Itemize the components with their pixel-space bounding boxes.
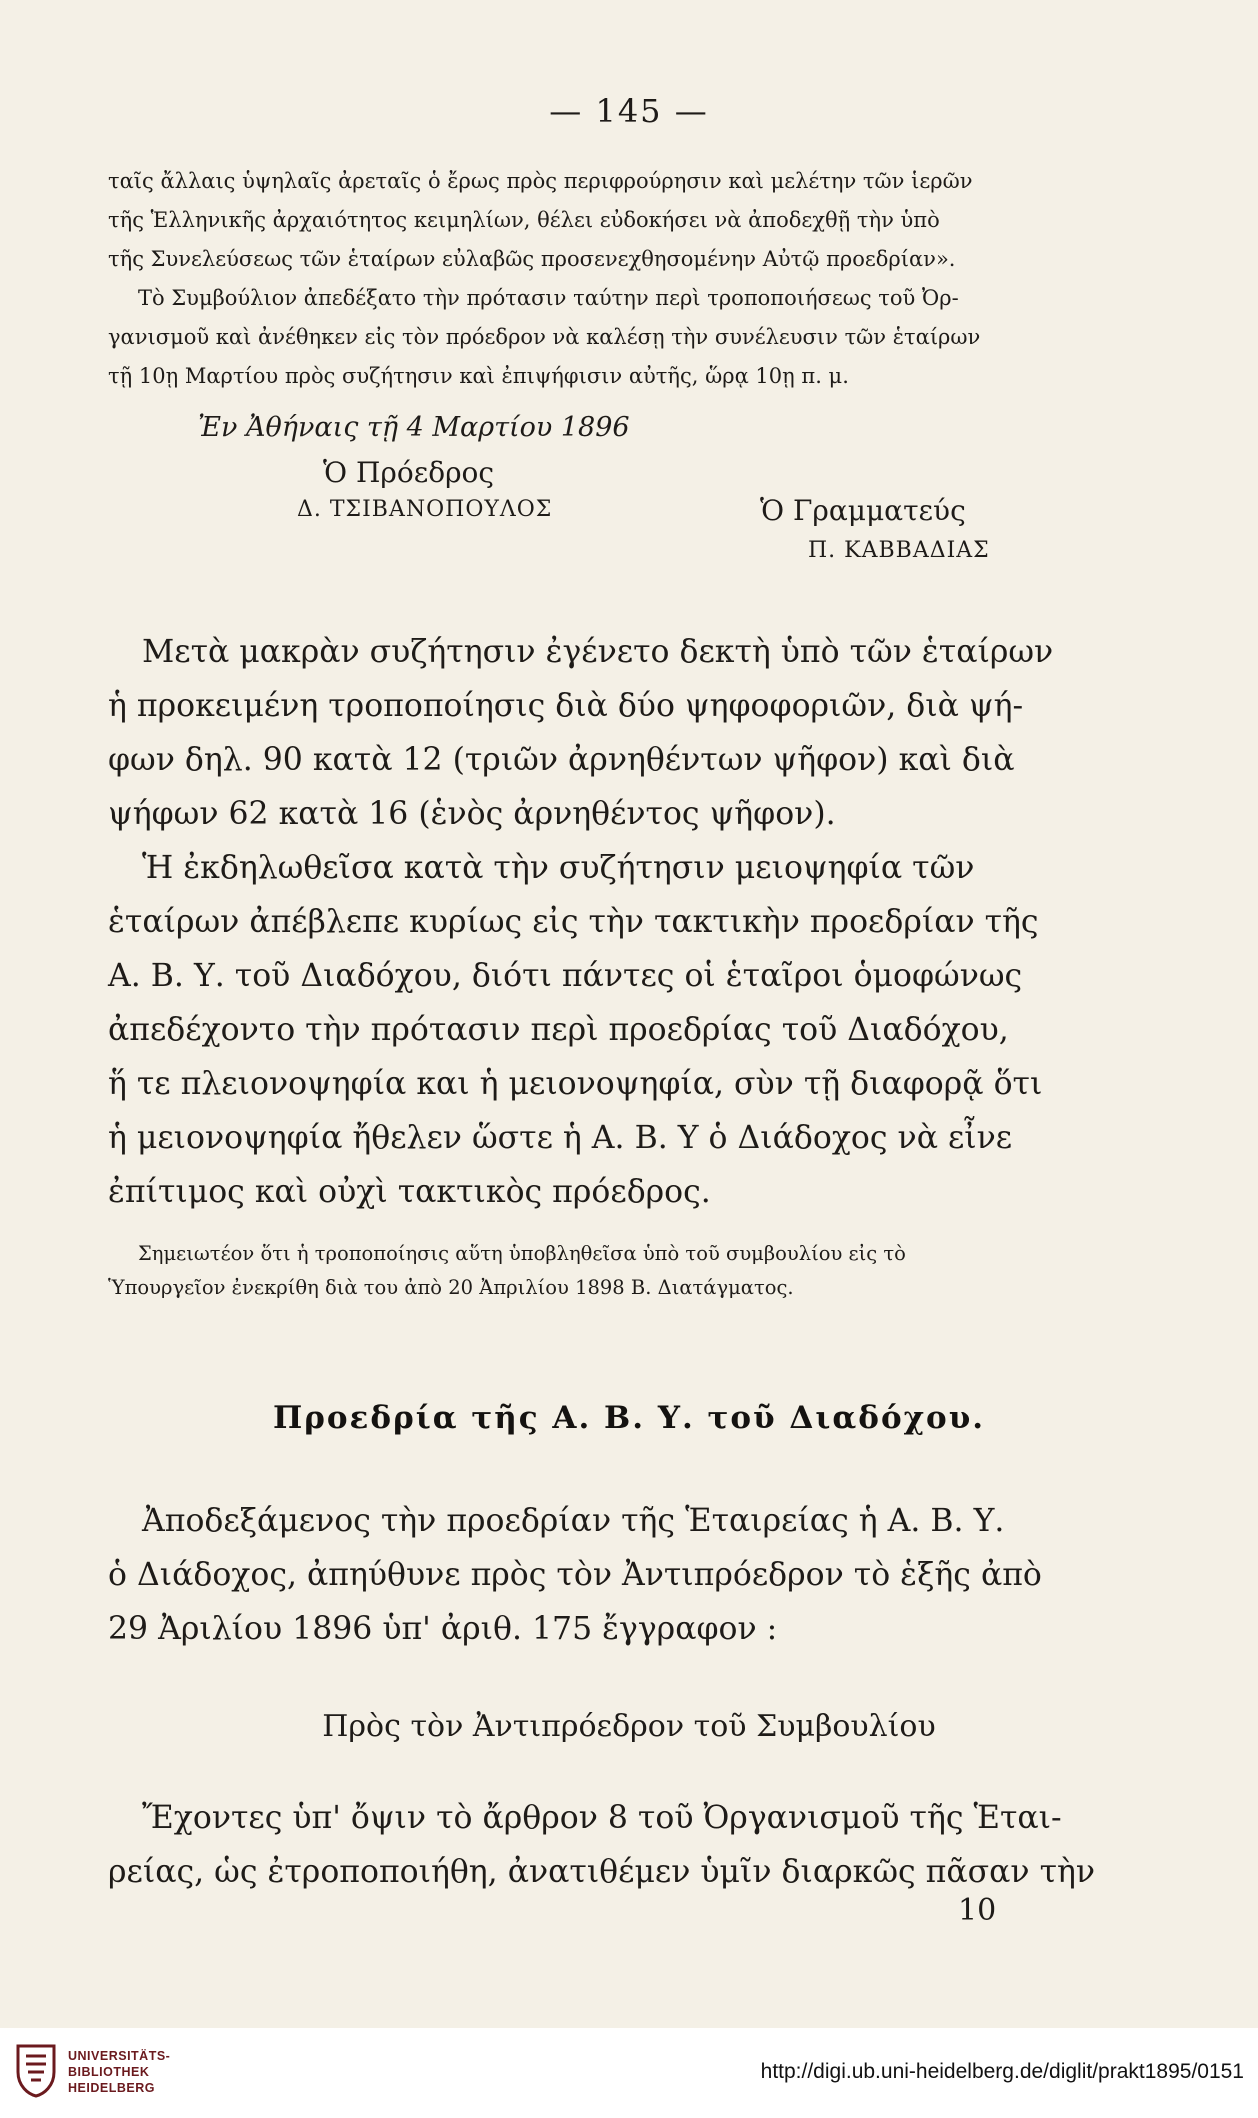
text-line: γανισμοῦ καὶ ἀνέθηκεν εἰς τὸν πρόεδρον νὰ καλέσῃ τὴν συνέλευσιν τῶν ἑταίρων bbox=[108, 325, 981, 349]
text-line: φων δηλ. 90 κατὰ 12 (τριῶν ἀρνηθέντων ψῆφον) καὶ διὰ bbox=[108, 742, 1015, 778]
text-line: ἡ προκειμένη τροποποίησις διὰ δύο ψηφοφοριῶν, διὰ ψή- bbox=[108, 688, 1024, 724]
text-line: ὁ Διάδοχος, ἀπηύθυνε πρὸς τὸν Ἀντιπρόεδρον τὸ ἑξῆς ἀπὸ bbox=[108, 1557, 1042, 1593]
text-line: Ὑπουργεῖον ἐνεκρίθη διὰ του ἀπὸ 20 Ἀπριλίου 1898 Β. Διατάγματος. bbox=[108, 1276, 794, 1299]
letter-address: Πρὸς τὸν Ἀντιπρόεδρον τοῦ Συμβουλίου bbox=[322, 1709, 936, 1744]
section-heading: Προεδρία τῆς Α. Β. Υ. τοῦ Διαδόχου. bbox=[272, 1400, 986, 1436]
text-line: τῆς Ἑλληνικῆς ἀρχαιότητος κειμηλίων, θέλει εὐδοκήσει νὰ ἀποδεχθῇ τὴν ὑπὸ bbox=[108, 208, 940, 232]
text-line: Μετὰ μακρὰν συζήτησιν ἐγένετο δεκτὴ ὑπὸ τῶν ἑταίρων bbox=[142, 634, 1054, 670]
text-line: ἐπίτιμος καὶ οὐχὶ τακτικὸς πρόεδρος. bbox=[108, 1174, 711, 1210]
secretary-title: Ὁ Γραμματεύς bbox=[760, 494, 966, 527]
text-line: ταῖς ἄλλαις ὑψηλαῖς ἀρεταῖς ὁ ἔρως πρὸς περιφρούρησιν καὶ μελέτην τῶν ἱερῶν bbox=[108, 169, 973, 193]
secretary-name: Π. ΚΑΒΒΑΔΙΑΣ bbox=[808, 538, 990, 563]
text-line: Ἔχοντες ὑπ' ὄψιν τὸ ἄρθρον 8 τοῦ Ὀργανισμοῦ τῆς Ἑται- bbox=[142, 1800, 1062, 1836]
text-line: 29 Ἀριλίου 1896 ὑπ' ἀριθ. 175 ἔγγραφον : bbox=[108, 1611, 778, 1647]
footnote bbox=[108, 1237, 1110, 1305]
text-line: ρείας, ὡς ἐτροποποιήθη, ἀνατιθέμεν ὑμῖν διαρκῶς πᾶσαν τὴν bbox=[108, 1854, 1096, 1890]
text-line: Ἀποδεξάμενος τὴν προεδρίαν τῆς Ἑταιρείας ἡ Α. Β. Υ. bbox=[142, 1503, 1005, 1539]
text-line: τῇ 10ῃ Μαρτίου πρὸς συζήτησιν καὶ ἐπιψήφισιν αὐτῆς, ὥρᾳ 10ῃ π. μ. bbox=[108, 364, 849, 388]
body-paragraph-1 bbox=[108, 625, 1110, 841]
page-number: — 145 — bbox=[549, 92, 709, 130]
text-line: Σημειωτέον ὅτι ἡ τροποποίησις αὕτη ὑποβληθεῖσα ὑπὸ τοῦ συμβουλίου εἰς τὸ bbox=[138, 1242, 906, 1265]
text-line: ψήφων 62 κατὰ 16 (ἑνὸς ἀρνηθέντος ψῆφον). bbox=[108, 796, 836, 832]
text-line: τῆς Συνελεύσεως τῶν ἑταίρων εὐλαβῶς προσενεχθησομένην Αὐτῷ προεδρίαν». bbox=[108, 247, 956, 271]
source-url-link[interactable]: http://digi.ub.uni-heidelberg.de/diglit/prakt1895/0151 bbox=[760, 2060, 1244, 2083]
library-name-line: BIBLIOTHEK bbox=[68, 2065, 150, 2079]
text-line: ἑταίρων ἀπέβλεπε κυρίως εἰς τὴν τακτικὴν προεδρίαν τῆς bbox=[108, 904, 1039, 940]
library-footer bbox=[0, 2028, 1258, 2118]
signature-date: Ἐν Ἀθήναις τῇ 4 Μαρτίου 1896 bbox=[198, 412, 630, 443]
text-line: ἡ μειονοψηφία ἤθελεν ὥστε ἡ Α. Β. Υ ὁ Διάδοχος νὰ εἶνε bbox=[108, 1120, 1013, 1156]
text-line: Ἡ ἐκδηλωθεῖσα κατὰ τὴν συζήτησιν μειοψηφία τῶν bbox=[142, 850, 975, 886]
text-line: ἀπεδέχοντο τὴν πρότασιν περὶ προεδρίας τοῦ Διαδόχου, bbox=[108, 1012, 1009, 1048]
council-paragraph bbox=[108, 279, 1110, 396]
president-title: Ὁ Πρόεδρος bbox=[323, 456, 495, 489]
library-name bbox=[68, 2048, 170, 2096]
text-line: Τὸ Συμβούλιον ἀπεδέξατο τὴν πρότασιν ταύτην περὶ τροποποιήσεως τοῦ Ὀρ- bbox=[138, 286, 959, 310]
intro-paragraph bbox=[108, 162, 1110, 279]
body-paragraph-2 bbox=[108, 841, 1110, 1219]
body-paragraph-3 bbox=[108, 1494, 1110, 1656]
university-seal-icon bbox=[14, 2042, 58, 2098]
printer-signature-mark: 10 bbox=[958, 1893, 997, 1928]
library-name-line: HEIDELBERG bbox=[68, 2081, 155, 2095]
text-line: ἥ τε πλειονοψηφία και ἡ μειονοψηφία, σὺν τῇ διαφορᾷ ὅτι bbox=[108, 1066, 1043, 1102]
text-line: Α. Β. Υ. τοῦ Διαδόχου, διότι πάντες οἱ ἑταῖροι ὁμοφώνως bbox=[108, 958, 1023, 994]
president-name: Δ. ΤΣΙΒΑΝΟΠΟΥΛΟΣ bbox=[297, 497, 553, 522]
body-paragraph-4 bbox=[108, 1791, 1110, 1899]
library-name-line: UNIVERSITÄTS- bbox=[68, 2049, 171, 2063]
